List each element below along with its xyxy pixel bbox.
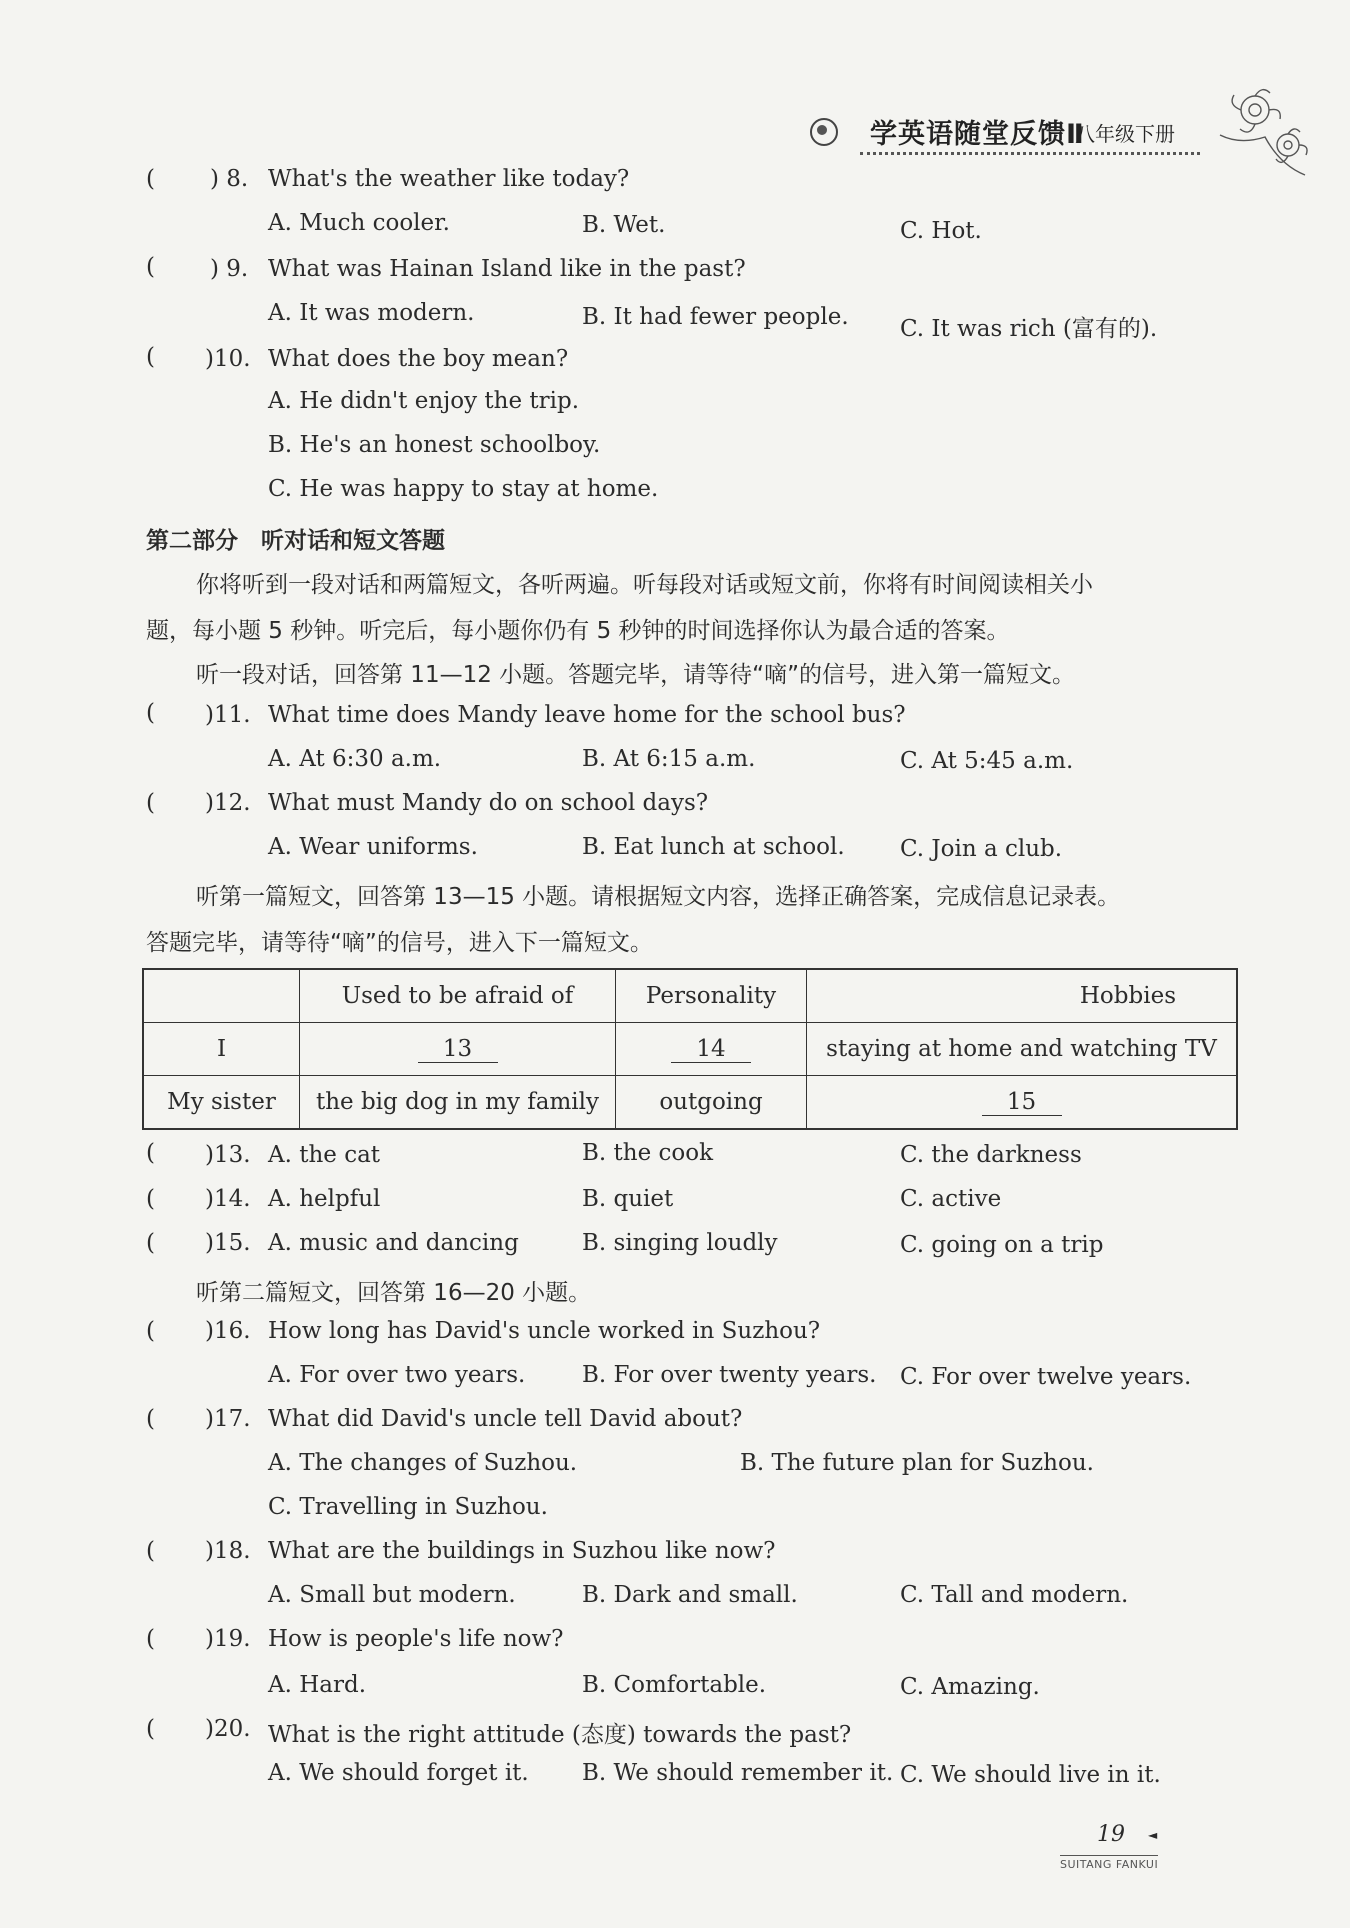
option-a: A. the cat [268,1142,381,1168]
answer-blank[interactable]: 14 [671,1036,751,1063]
option-c: C. Travelling in Suzhou. [268,1494,548,1520]
intro-text: 你将听到一段对话和两篇短文，各听两遍。听每段对话或短文前，你将有时间阅读相关小 [196,572,1093,598]
question-text: What did David's uncle tell David about? [268,1406,743,1432]
table-cell: staying at home and watching TV [807,1023,1238,1076]
table-cell [616,1023,807,1076]
option-b: B. For over twenty years. [582,1362,877,1388]
option-a: A. Small but modern. [268,1582,516,1608]
option-a: A. helpful [268,1186,381,1212]
table-cell: outgoing [616,1076,807,1130]
answer-paren[interactable]: ( [146,1230,155,1256]
answer-paren[interactable]: ( [146,1140,155,1166]
question-number: ) 8. [210,166,249,192]
question-text: What are the buildings in Suzhou like now? [268,1538,776,1564]
option-b: B. the cook [582,1140,714,1166]
option-c: C. At 5:45 a.m. [900,748,1074,774]
option-b: B. Eat lunch at school. [582,834,845,860]
option-a: A. The changes of Suzhou. [268,1450,578,1476]
intro-text: 题，每小题 5 秒钟。听完后，每小题你仍有 5 秒钟的时间选择你认为最合适的答案。 [146,618,1010,644]
table-header-cell [143,969,300,1023]
question-text: What was Hainan Island like in the past? [268,256,746,282]
passage2-instruction: 听第二篇短文，回答第 16—20 小题。 [196,1280,592,1306]
answer-blank[interactable]: 15 [982,1089,1062,1116]
table-header-cell: Hobbies [807,969,1238,1023]
question-number: )14. [205,1186,251,1212]
header-divider [860,152,1200,155]
page-header [790,112,1250,172]
flower-decoration-icon [1210,75,1320,185]
option-c: C. For over twelve years. [900,1364,1192,1390]
question-number: )20. [205,1716,251,1742]
book-title: 学英语随堂反馈Ⅱ [870,119,1085,150]
option-b: B. The future plan for Suzhou. [740,1450,1094,1476]
answer-paren[interactable]: ( [146,1186,155,1212]
question-number: )17. [205,1406,251,1432]
option-a: A. We should forget it. [268,1760,529,1786]
answer-paren[interactable]: ( [146,700,155,726]
answer-paren[interactable]: ( [146,1716,155,1742]
option-b: B. Wet. [582,212,666,238]
table-cell [300,1023,616,1076]
option-c: C. We should live in it. [900,1762,1161,1788]
question-number: )16. [205,1318,251,1344]
table-row [143,1023,1237,1076]
option-c: C. Join a club. [900,836,1063,862]
option-b: B. singing loudly [582,1230,778,1256]
logo-icon [810,118,838,146]
dialog-instruction: 听一段对话，回答第 11—12 小题。答题完毕，请等待“嘀”的信号，进入第一篇短文。 [196,662,1075,688]
info-table [142,968,1238,1130]
option-a: A. music and dancing [268,1230,519,1256]
option-a: A. He didn't enjoy the trip. [268,388,580,414]
option-b: B. He's an honest schoolboy. [268,432,601,458]
option-a: A. It was modern. [268,300,475,326]
option-a: A. Hard. [268,1672,367,1698]
footer-brand: SUITANG FANKUI [1060,1855,1158,1871]
answer-paren[interactable]: ( [146,1318,155,1344]
question-text: How long has David's uncle worked in Suzhou? [268,1318,821,1344]
option-c: C. active [900,1186,1002,1212]
question-text: How is people's life now? [268,1626,564,1652]
question-number: )11. [205,702,251,728]
table-row [143,1076,1237,1130]
option-c: C. He was happy to stay at home. [268,476,659,502]
question-number: )13. [205,1142,251,1168]
question-number: )15. [205,1230,251,1256]
option-c: C. Tall and modern. [900,1582,1129,1608]
table-header-row [143,969,1237,1023]
option-c: C. the darkness [900,1142,1082,1168]
question-text: What time does Mandy leave home for the school bus? [268,702,906,728]
question-text: What is the right attitude (态度) towards the past? [268,1722,852,1748]
passage1-instruction: 答题完毕，请等待“嘀”的信号，进入下一篇短文。 [146,930,653,956]
book-grade: 八年级下册 [1075,122,1175,146]
arrow-left-icon: ◄ [1148,1828,1158,1842]
page-number: 19 [1097,1822,1125,1847]
answer-paren[interactable]: ( [146,166,155,192]
answer-blank[interactable]: 13 [418,1036,498,1063]
section-heading: 第二部分 听对话和短文答题 [146,528,445,554]
question-number: )19. [205,1626,251,1652]
option-b: B. Dark and small. [582,1582,798,1608]
option-a: A. At 6:30 a.m. [268,746,442,772]
question-number: )18. [205,1538,251,1564]
question-number: )12. [205,790,251,816]
option-b: B. It had fewer people. [582,304,849,330]
table-cell: My sister [143,1076,300,1130]
question-text: What's the weather like today? [268,166,630,192]
answer-paren[interactable]: ( [146,254,155,280]
option-c: C. going on a trip [900,1232,1104,1258]
option-b: B. We should remember it. [582,1760,894,1786]
option-c: C. Hot. [900,218,982,244]
passage1-instruction: 听第一篇短文，回答第 13—15 小题。请根据短文内容，选择正确答案，完成信息记录表。 [196,884,1121,910]
option-a: A. Much cooler. [268,210,450,236]
answer-paren[interactable]: ( [146,1406,155,1432]
question-number: )10. [205,346,251,372]
option-b: B. Comfortable. [582,1672,767,1698]
question-text: What must Mandy do on school days? [268,790,709,816]
table-cell: the big dog in my family [300,1076,616,1130]
table-header-cell: Used to be afraid of [300,969,616,1023]
question-number: ) 9. [210,256,249,282]
table-header-cell: Personality [616,969,807,1023]
table-cell [807,1076,1238,1130]
answer-paren[interactable]: ( [146,1626,155,1652]
question-text: What does the boy mean? [268,346,569,372]
option-c: C. Amazing. [900,1674,1040,1700]
option-a: A. Wear uniforms. [268,834,478,860]
answer-paren[interactable]: ( [146,1538,155,1564]
option-b: B. At 6:15 a.m. [582,746,756,772]
answer-paren[interactable]: ( [146,344,155,370]
option-b: B. quiet [582,1186,674,1212]
option-c: C. It was rich (富有的). [900,316,1158,342]
option-a: A. For over two years. [268,1362,526,1388]
table-cell: I [143,1023,300,1076]
answer-paren[interactable]: ( [146,790,155,816]
